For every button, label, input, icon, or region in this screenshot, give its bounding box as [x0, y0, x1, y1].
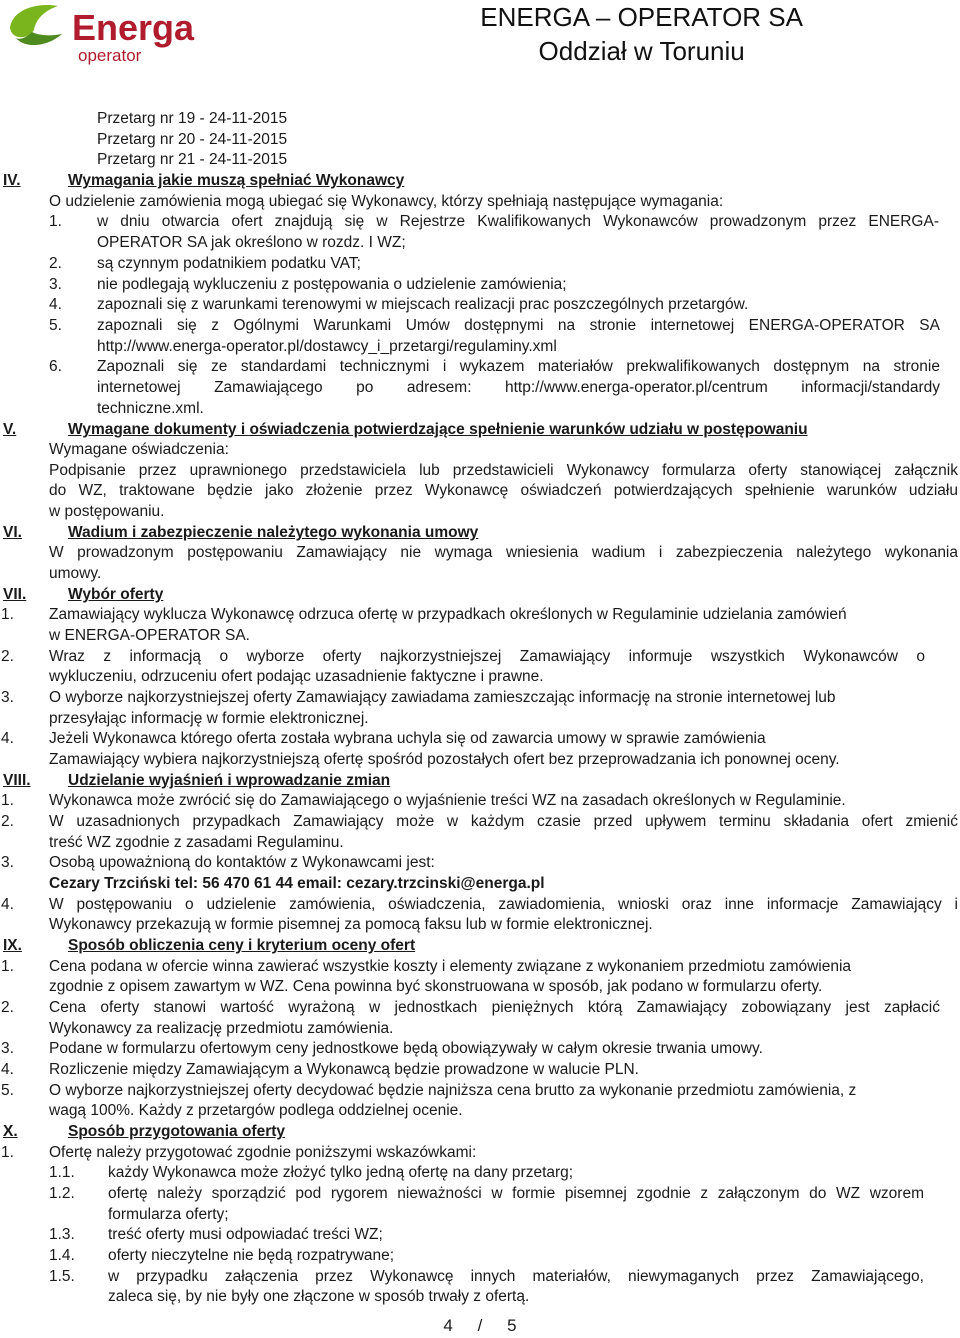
item-text: Cena podana w ofercie winna zawierać wszystkie koszty i elementy związane z wykonaniem przedmiotu zamówienia: [49, 958, 852, 975]
section-number: VIII.: [3, 772, 31, 789]
logo-sub: operator: [78, 46, 142, 65]
section-number: IV.: [3, 172, 21, 189]
page-number: [0, 1316, 960, 1336]
contact-person: Cezary Trzciński tel: 56 470 61 44 email: cezary.trzcinski@energa.pl: [49, 875, 545, 892]
item-text: nie podlegają wykluczeniu z postępowania o udzielenie zamówienia;: [97, 276, 567, 293]
item-text: są czynnym podatnikiem podatku VAT;: [97, 255, 361, 272]
header-title-line1: ENERGA – OPERATOR SA: [480, 2, 803, 32]
subitem-text: formularza oferty;: [108, 1206, 229, 1223]
item-number: 3.: [1, 1040, 14, 1057]
subitem-number: 1.2.: [49, 1185, 75, 1202]
item-text: W uzasadnionych przypadkach Zamawiający może w każdym czasie przed upływem terminu składania ofert zmienić: [49, 813, 958, 830]
section-title: Wadium i zabezpieczenie należytego wykonania umowy: [68, 524, 479, 541]
item-text: Wykonawcy przekazują w formie pisemnej za pomocą faksu lub w formie elektronicznej.: [49, 916, 653, 933]
tender-line: Przetarg nr 21 - 24-11-2015: [97, 151, 288, 168]
logo-name: Energa: [72, 7, 195, 48]
item-text: O wyborze najkorzystniejszej oferty decydować będzie najniższa cena brutto za wykonanie przedmiotu zamówienia, z: [49, 1082, 857, 1099]
tender-line: Przetarg nr 20 - 24-11-2015: [97, 131, 288, 148]
item-text: wagą 100%. Każdy z przetargów podlega oddzielnej ocenie.: [49, 1102, 463, 1119]
item-number: 3.: [49, 276, 62, 293]
item-text: w ENERGA-OPERATOR SA.: [49, 627, 250, 644]
subitem-text: zaleca się, by nie były one złączone w sposób trwały z ofertą.: [108, 1288, 530, 1305]
section-number: VII.: [3, 586, 27, 603]
item-text: Ofertę należy przygotować zgodnie poniższymi wskazówkami:: [49, 1144, 477, 1161]
subitem-text: w przypadku załączenia przez Wykonawcę innych materiałów, niewymaganych przez Zamawiającego,: [108, 1268, 924, 1285]
item-text: Wykonawcy za realizację przedmiotu zamówienia.: [49, 1020, 394, 1037]
subitem-number: 1.1.: [49, 1164, 75, 1181]
item-number: 4.: [1, 1061, 14, 1078]
item-number: 1.: [1, 792, 14, 809]
item-link[interactable]: http://www.energa-operator.pl/dostawcy_i_przetargi/regulaminy.xml: [97, 338, 557, 355]
item-number: 3.: [1, 854, 14, 871]
item-number: 5.: [1, 1082, 14, 1099]
section-title: Wymagane dokumenty i oświadczenia potwierdzające spełnienie warunków udziału w postępowaniu: [68, 421, 808, 438]
item-number: 1.: [49, 213, 62, 230]
item-text: Zapoznali się ze standardami technicznymi i wykazem materiałów prekwalifikowanych dostępnym na stronie: [97, 358, 940, 375]
section-intro: O udzielenie zamówienia mogą ubiegać się Wykonawcy, którzy spełniają następujące wymagania:: [49, 193, 724, 210]
tender-line: Przetarg nr 19 - 24-11-2015: [97, 110, 288, 127]
item-number: 2.: [1, 648, 14, 665]
page-current: 4: [443, 1316, 453, 1335]
section-title: Udzielanie wyjaśnień i wprowadzanie zmian: [68, 772, 391, 789]
page-total: 5: [507, 1316, 517, 1335]
item-number: 5.: [49, 317, 62, 334]
paragraph-line: Wymagane oświadczenia:: [49, 441, 229, 458]
subitem-number: 1.3.: [49, 1226, 75, 1243]
item-text: Osobą upoważnioną do kontaktów z Wykonawcami jest:: [49, 854, 435, 871]
paragraph-line: W prowadzonym postępowaniu Zamawiający nie wymaga wniesienia wadium i zabezpieczenia należytego wykonania: [49, 544, 958, 561]
item-text: techniczne.xml.: [97, 400, 204, 417]
item-number: 6.: [49, 358, 62, 375]
item-text: zapoznali się z warunkami terenowymi w miejscach realizacji prac poszczególnych przetargów.: [97, 296, 749, 313]
item-text: O wyborze najkorzystniejszej oferty Zamawiający zawiadama zamieszczając informację na stronie internetowej lub: [49, 689, 836, 706]
item-number: 2.: [1, 999, 14, 1016]
subitem-text: oferty nieczytelne nie będą rozpatrywane;: [108, 1247, 395, 1264]
item-text: internetowej Zamawiającego po adresem: http://www.energa-operator.pl/centrum informacji/standardy: [97, 379, 940, 396]
section-title: Wybór oferty: [68, 586, 164, 603]
item-text: zapoznali się z Ogólnymi Warunkami Umów dostępnymi na stronie internetowej ENERGA-OPERATOR SA: [97, 317, 940, 334]
section-number: X.: [3, 1123, 18, 1140]
subitem-text: każdy Wykonawca może złożyć tylko jedną ofertę na dany przetarg;: [108, 1164, 574, 1181]
energa-logo: [6, 0, 206, 70]
section-title: Sposób przygotowania oferty: [68, 1123, 286, 1140]
item-text: Wraz z informacją o wyborze oferty najkorzystniejszej Zamawiający informuje wszystkich Wykonawców o: [49, 648, 925, 665]
item-text: zgodnie z opisem zawartym w WZ. Cena powinna być skonstruowana w sposób, jak podano w formularzu oferty.: [49, 978, 823, 995]
item-number: 1.: [1, 958, 14, 975]
subitem-number: 1.4.: [49, 1247, 75, 1264]
paragraph-line: Podpisanie przez uprawnionego przedstawiciela lub przedstawicieli Wykonawcy formularza oferty stanowiącej załącznik: [49, 462, 958, 479]
header-title: [480, 0, 803, 68]
item-number: 1.: [1, 1144, 14, 1161]
item-text: treść WZ zgodnie z zasadami Regulaminu.: [49, 834, 344, 851]
item-text: w dniu otwarcia ofert znajdują się w Rejestrze Kwalifikowanych Wykonawców prowadzonym przez ENERGA-: [97, 213, 939, 230]
paragraph-line: w postępowaniu.: [49, 503, 165, 520]
item-text: Zamawiający wybiera najkorzystniejszą ofertę spośród pozostałych ofert bez przeprowadzania ich ponownej oceny.: [49, 751, 840, 768]
header-title-line2: Oddział w Toruniu: [538, 36, 745, 66]
logo-leaf-green: [10, 5, 58, 37]
subitem-number: 1.5.: [49, 1268, 75, 1285]
section-title: Wymagania jakie muszą spełniać Wykonawcy: [68, 172, 405, 189]
subitem-text: ofertę należy sporządzić pod rygorem nieważności w formie pisemnej zgodnie z załączonym do WZ wzorem: [108, 1185, 924, 1202]
item-text: przesyłając informację w formie elektronicznej.: [49, 710, 369, 727]
section-number: IX.: [3, 937, 22, 954]
item-number: 3.: [1, 689, 14, 706]
item-number: 2.: [49, 255, 62, 272]
item-text: Rozliczenie między Zamawiającym a Wykonawcą będzie prowadzone w walucie PLN.: [49, 1061, 639, 1078]
item-text: Jeżeli Wykonawca którego oferta została wybrana uchyla się od zawarcia umowy w sprawie zamówienia: [49, 730, 766, 747]
item-number: 2.: [1, 813, 14, 830]
paragraph-line: do WZ, traktowane będzie jako złożenie przez Wykonawcę oświadczeń potwierdzających spełnienie warunków udziału: [49, 482, 958, 499]
section-number: V.: [3, 421, 17, 438]
item-number: 4.: [49, 296, 62, 313]
page-separator: /: [477, 1316, 483, 1335]
subitem-text: treść oferty musi odpowiadać treści WZ;: [108, 1226, 383, 1243]
item-text: Cena oferty stanowi wartość wyrażoną w jednostkach pieniężnych którą Zamawiający zobowiązany jest zapłacić: [49, 999, 940, 1016]
section-number: VI.: [3, 524, 22, 541]
item-text: Wykonawca może zwrócić się do Zamawiającego o wyjaśnienie treści WZ na zasadach określonych w Regulaminie.: [49, 792, 846, 809]
item-number: 4.: [1, 896, 14, 913]
item-text: wykluczeniu, odrzuceniu ofert podając uzasadnienie faktyczne i prawne.: [49, 668, 544, 685]
item-text: OPERATOR SA jak określono w rozdz. I WZ;: [97, 234, 406, 251]
item-text: Podane w formularzu ofertowym ceny jednostkowe będą obowiązywały w całym okresie trwania umowy.: [49, 1040, 763, 1057]
item-number: 1.: [1, 606, 14, 623]
item-text: Zamawiający wyklucza Wykonawcę odrzuca ofertę w przypadkach określonych w Regulaminie udzielania zamówień: [49, 606, 847, 623]
item-text: W postępowaniu o udzielenie zamówienia, oświadczenia, zawiadomienia, wnioski oraz inne informacje Zamawiający i: [49, 896, 958, 913]
paragraph-line: umowy.: [49, 565, 102, 582]
item-number: 4.: [1, 730, 14, 747]
section-title: Sposób obliczenia ceny i kryterium oceny ofert: [68, 937, 416, 954]
